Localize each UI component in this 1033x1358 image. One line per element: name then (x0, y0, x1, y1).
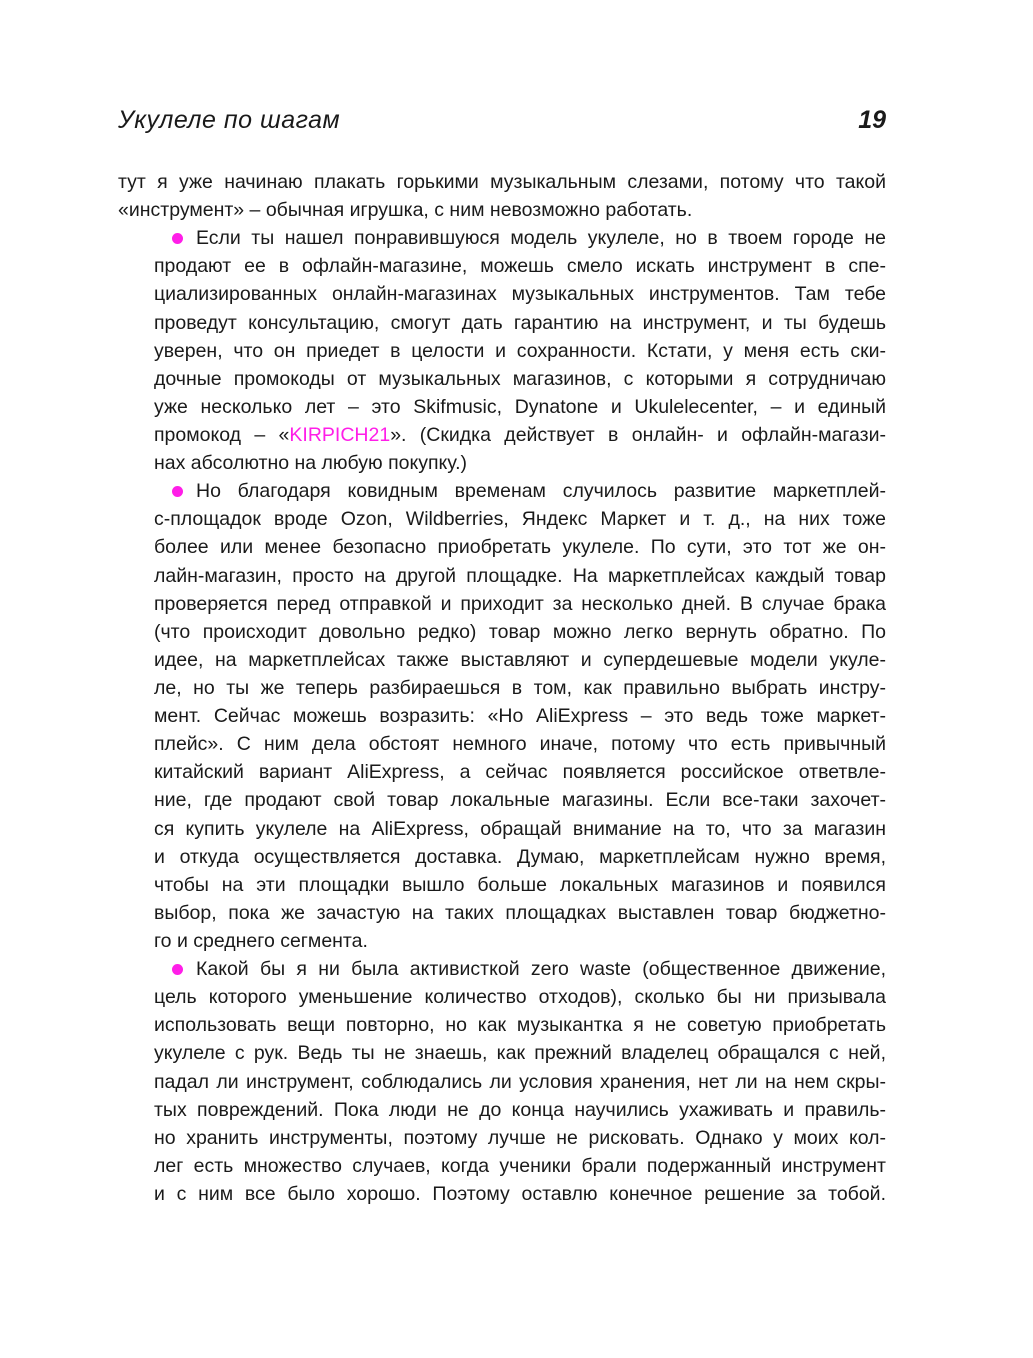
paragraph (118, 168, 886, 224)
line-text: циализированных онлайн-магазинах музыкальных инструментов. Там тебе (154, 283, 886, 306)
line-text: укулеле с рук. Ведь ты не знаешь, как прежний владелец обращался с ней, (154, 1042, 886, 1065)
line-text: «инструмент» – обычная игрушка, с ним невозможно работать. (118, 199, 693, 222)
text-line (154, 280, 886, 308)
text-line (118, 168, 886, 196)
line-text: тых повреждений. Пока люди не до конца научились ухаживать и правиль- (154, 1098, 886, 1121)
line-text: выбор, пока же зачастую на таких площадках выставлен товар бюджетно- (154, 901, 886, 924)
line-text: уверен, что он приедет в целости и сохранности. Кстати, у меня есть ски- (154, 339, 886, 362)
text-segment: ». (Скидка действует в онлайн- и офлайн-магази- (390, 423, 886, 446)
text-line (154, 815, 886, 843)
bullet-paragraph (118, 224, 886, 477)
line-text: ся купить укулеле на AliExpress, обращай внимание на то, что за магазин (154, 817, 886, 840)
line-text: цель которого уменьшение количество отходов), сколько бы ни призывала (154, 986, 886, 1009)
text-line (154, 646, 886, 674)
line-text: Если ты нашел понравившуюся модель укулеле, но в твоем городе не (196, 227, 886, 250)
bullet-dot-icon (172, 964, 183, 975)
line-text: проведут консультацию, смогут дать гарантию на инструмент, и ты будешь (154, 311, 886, 334)
text-line (154, 590, 886, 618)
bullet-dot-icon (172, 486, 183, 497)
text-line (154, 674, 886, 702)
text-line (154, 449, 886, 477)
line-text: тут я уже начинаю плакать горькими музыкальным слезами, потому что такой (118, 171, 886, 193)
bullet-paragraph (118, 955, 886, 1208)
line-text: падал ли инструмент, соблюдались ли условия хранения, нет ли на нем скры- (154, 1070, 886, 1093)
text-line (154, 421, 886, 449)
text-line (118, 196, 886, 224)
bullet-paragraph (118, 477, 886, 955)
line-text: (что происходит довольно редко) товар можно легко вернуть обратно. По (154, 620, 886, 643)
line-text: более или менее безопасно приобретать укулеле. По сути, это тот же он- (154, 536, 886, 559)
page-number: 19 (858, 106, 886, 134)
text-line (154, 730, 886, 758)
body-text (118, 168, 886, 1208)
text-line (154, 871, 886, 899)
line-text: лег есть множество случаев, когда ученики брали подержанный инструмент (154, 1154, 886, 1177)
line-text: плейс». С ним дела обстоят немного иначе, потому что есть привычный (154, 733, 886, 756)
line-text: проверяется перед отправкой и приходит за несколько дней. В случае брака (154, 592, 886, 615)
text-line (154, 983, 886, 1011)
text-line (154, 1152, 886, 1180)
text-line (154, 533, 886, 561)
text-line (154, 1096, 886, 1124)
line-text: го и среднего сегмента. (154, 929, 368, 952)
text-line (154, 252, 886, 280)
text-line (154, 1011, 886, 1039)
line-text: и откуда осуществляется доставка. Думаю, маркетплейсам нужно время, (154, 845, 886, 868)
text-line (154, 927, 886, 955)
line-text: лайн-магазин, просто на другой площадке. На маркетплейсах каждый товар (154, 564, 886, 587)
line-text: но хранить инструменты, поэтому лучше не рисковать. Однако у моих кол- (154, 1126, 886, 1149)
line-text: дочные промокоды от музыкальных магазинов, с которыми я сотрудничаю (154, 367, 886, 390)
text-line (154, 786, 886, 814)
line-text: идее, на маркетплейсах также выставляют и супердешевые модели укуле- (154, 648, 886, 671)
line-text: ле, но ты же теперь разбираешься в том, как правильно выбрать инстру- (154, 676, 886, 699)
text-segment: промокод – « (154, 423, 290, 446)
text-line (154, 1039, 886, 1067)
line-text: Но благодаря ковидным временам случилось развитие маркетплей- (196, 480, 886, 503)
line-text: с-площадок вроде Ozon, Wildberries, Яндекс Маркет и т. д., на них тоже (154, 508, 886, 531)
line-text: и с ним все было хорошо. Поэтому оставлю конечное решение за тобой. (154, 1182, 886, 1205)
text-line (154, 702, 886, 730)
text-line (154, 1180, 886, 1208)
text-line (154, 843, 886, 871)
line-text: уже несколько лет – это Skifmusic, Dynatone и Ukulelecenter, – и единый (154, 395, 886, 418)
text-line (196, 477, 886, 505)
line-text: ние, где продают свой товар локальные магазины. Если все-таки захочет- (154, 789, 886, 812)
text-line (154, 1124, 886, 1152)
text-line (154, 337, 886, 365)
text-line (154, 393, 886, 421)
text-line (154, 1068, 886, 1096)
line-text: Какой бы я ни была активисткой zero waste (общественное движение, (196, 958, 886, 981)
line-text: нах абсолютно на любую покупку.) (154, 452, 467, 475)
line-text: использовать вещи повторно, но как музыкантка я не советую приобретать (154, 1014, 886, 1037)
bullet-dot-icon (172, 233, 183, 244)
text-line (154, 309, 886, 337)
text-line (196, 955, 886, 983)
line-text: китайский вариант AliExpress, а сейчас появляется российское ответвле- (154, 761, 886, 784)
text-line (154, 618, 886, 646)
text-line (154, 758, 886, 786)
line-text: чтобы на эти площадки вышло больше локальных магазинов и появился (154, 873, 886, 896)
text-line (154, 899, 886, 927)
promo-code: KIRPICH21 (289, 423, 391, 446)
running-head-title: Укулеле по шагам (118, 106, 341, 134)
line-text: продают ее в офлайн-магазине, можешь смело искать инструмент в спе- (154, 255, 886, 278)
text-line (154, 365, 886, 393)
text-line (154, 505, 886, 533)
line-text: мент. Сейчас можешь возразить: «Но AliExpress – это ведь тоже маркет- (154, 705, 886, 728)
text-line (196, 224, 886, 252)
text-line (154, 562, 886, 590)
